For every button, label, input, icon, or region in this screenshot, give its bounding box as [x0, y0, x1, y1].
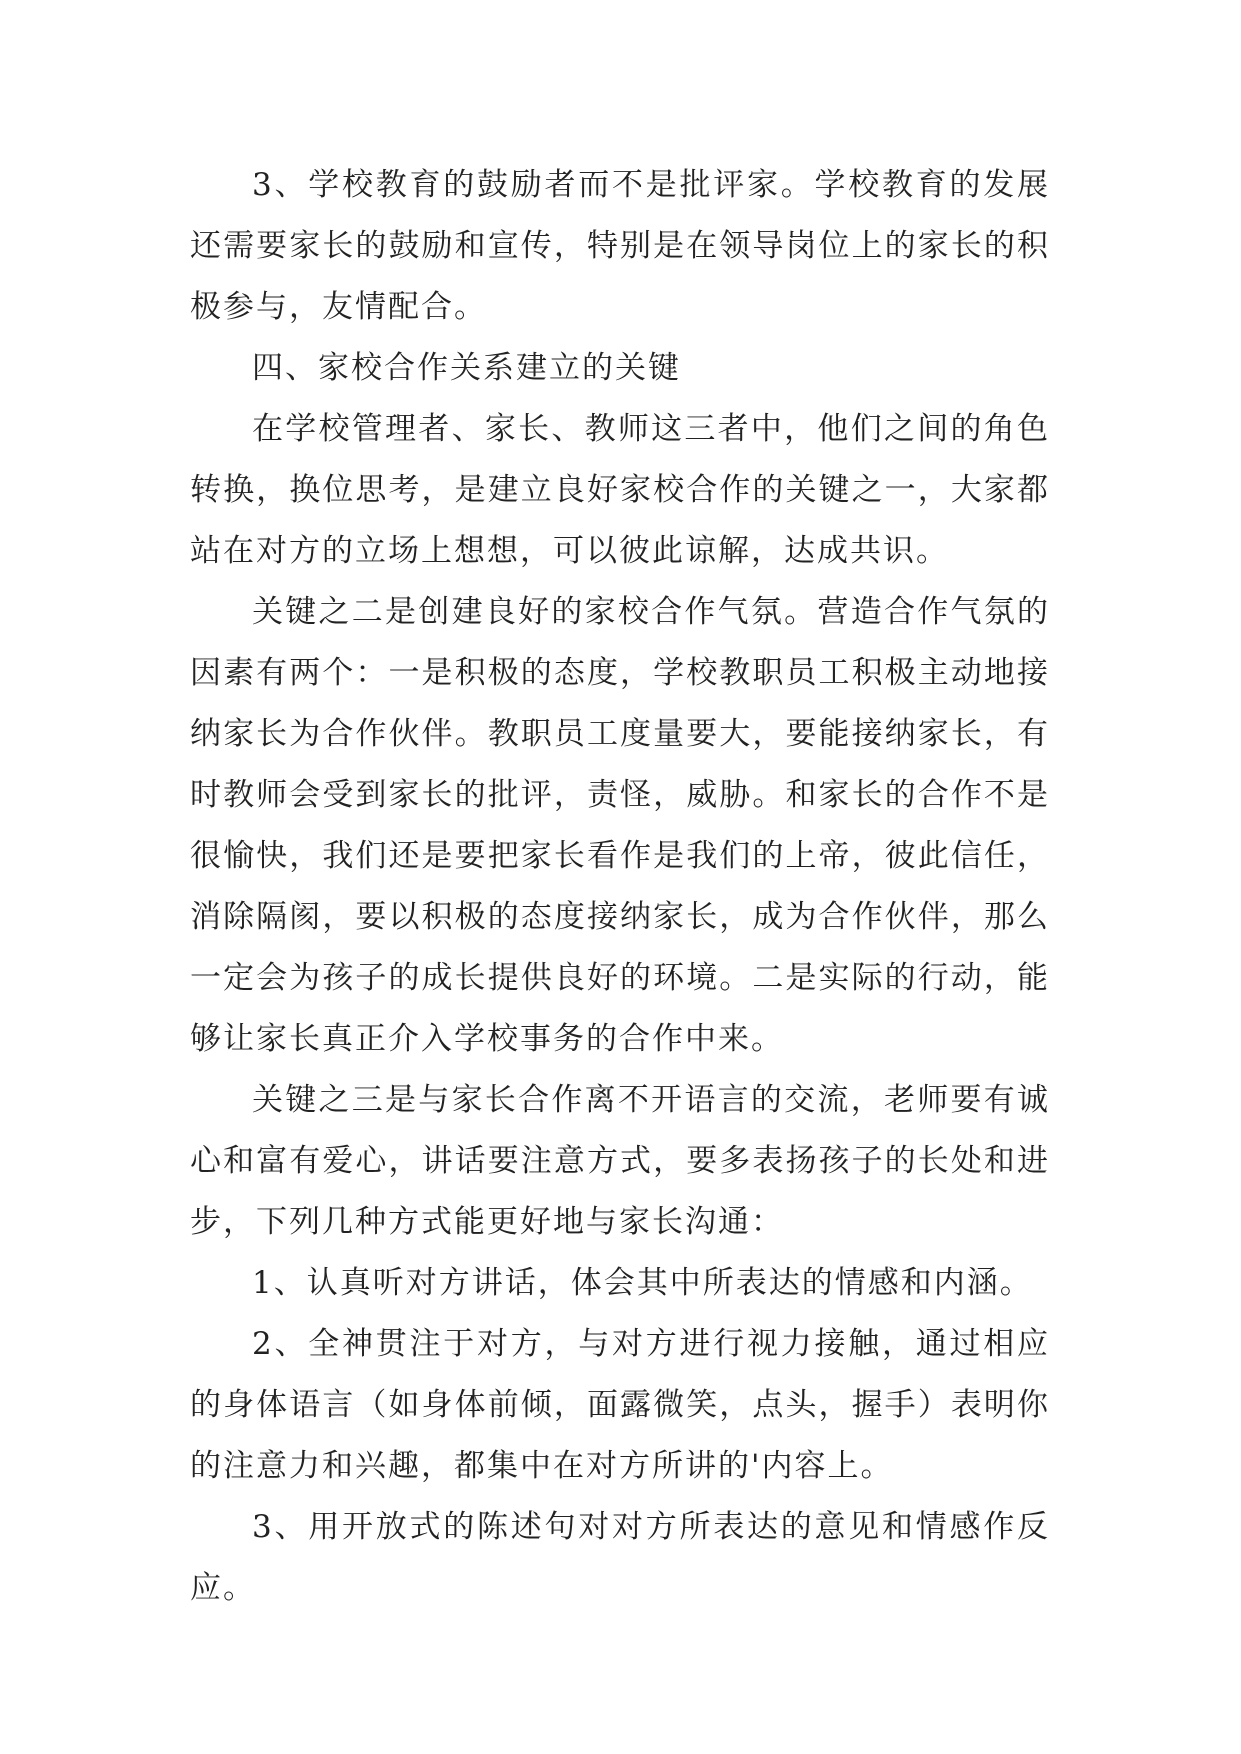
list-item-1: 1、认真听对方讲话，体会其中所表达的情感和内涵。: [252, 1265, 1033, 1301]
paragraph-key-three: 关键之三是与家长合作离不开语言的交流，老师要有诚心和富有爱心，讲话要注意方式，要多表扬孩子的长处和进步，下列几种方式能更好地与家长沟通：: [190, 1082, 1050, 1240]
paragraph-item-3-encourager: 3、学校教育的鼓励者而不是批评家。学校教育的发展还需要家长的鼓励和宣传，特别是在领导岗位上的家长的积极参与，友情配合。: [190, 167, 1050, 325]
document-body: [190, 155, 1050, 1619]
paragraph-key-one: 在学校管理者、家长、教师这三者中，他们之间的角色转换，换位思考，是建立良好家校合作的关键之一，大家都站在对方的立场上想想，可以彼此谅解，达成共识。: [190, 411, 1050, 569]
list-item-2: 2、全神贯注于对方，与对方进行视力接触，通过相应的身体语言（如身体前倾，面露微笑，点头，握手）表明你的注意力和兴趣，都集中在对方所讲的'内容上。: [190, 1326, 1050, 1484]
list-item-3: 3、用开放式的陈述句对对方所表达的意见和情感作反应。: [190, 1509, 1050, 1606]
section-heading-key-points: 四、家校合作关系建立的关键: [252, 350, 681, 386]
paragraph-key-two: 关键之二是创建良好的家校合作气氛。营造合作气氛的因素有两个：一是积极的态度，学校教职员工积极主动地接纳家长为合作伙伴。教职员工度量要大，要能接纳家长，有时教师会受到家长的批评，责怪，威胁。和家长的合作不是很愉快，我们还是要把家长看作是我们的上帝，彼此信任，消除隔阂，要以积极的态度接纳家长，成为合作伙伴，那么一定会为孩子的成长提供良好的环境。二是实际的行动，能够让家长真正介入学校事务的合作中来。: [190, 594, 1050, 1057]
